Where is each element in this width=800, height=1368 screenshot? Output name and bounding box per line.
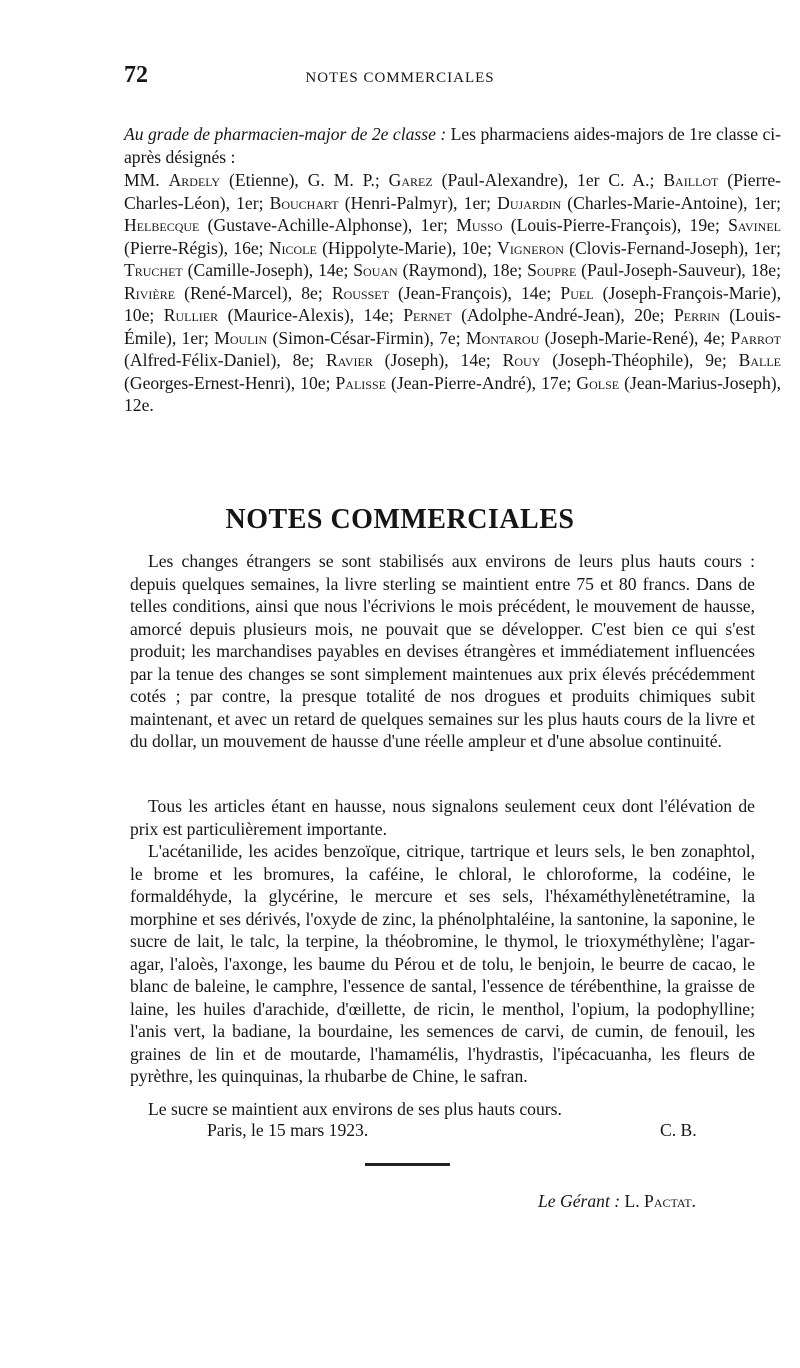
intro-text: Les pharmaciens aides-majors de 1re classe ci-après désignés :: [124, 124, 781, 167]
nominee-name: Puel: [560, 282, 594, 303]
nominee-detail: (Pierre-Régis), 16e;: [124, 237, 269, 258]
nominee-detail: (Pierre-Charles-Léon), 1er;: [124, 170, 781, 213]
section-title: NOTES COMMERCIALES: [225, 503, 575, 535]
dateline: Paris, le 15 mars 1923.: [207, 1120, 369, 1140]
nominee-name: Rivière: [124, 282, 176, 303]
nominee-name: Perrin: [673, 305, 720, 325]
nominations-list: [124, 169, 781, 417]
nominee-detail: (Louis-Émile), 1er;: [124, 305, 781, 348]
paragraph: Les changes étrangers se sont stabilisés aux environs de leurs plus hauts cours : depuis quelques semaines, la livre sterling se maintient entre 75 et 80 francs. Dans de telles conditions, ainsi que nous l'écrivions le mois précédent, le mouvement de hausse, amorcé depuis plusieurs mois, ne pouvait que se développer. C'est bien ce qui s'est produit; les marchandises payables en devises étrangères et immédiatement influencées par la tenue des changes se sont simplement maintenues aux prix élevés précédemment cotés ; par contre, la presque totalité de nos drogues et produits chimiques subit maintenant, et avec un retard de quelques semaines sur les plus hauts cours de la livre et du dollar, un mouvement de hausse d'une réelle ampleur et d'une absolue continuité.: [130, 551, 755, 751]
nominee-name: Rousset: [331, 282, 389, 303]
nominee-detail: (Joseph-Théophile), 9e;: [540, 350, 739, 370]
nominee-detail: (Hippolyte-Marie), 10e;: [316, 237, 498, 258]
nominee-detail: (Paul-Alexandre), 1er C. A.;: [432, 170, 664, 190]
nominee-name: Souan: [353, 260, 398, 280]
nominee-detail: (Paul-Joseph-Sauveur), 18e;: [576, 260, 781, 280]
nominee-detail: (Simon-César-Firmin), 7e;: [267, 327, 466, 348]
nominee-detail: (Maurice-Alexis), 14e;: [218, 305, 404, 325]
nominee-name: Dujardin: [497, 192, 562, 213]
nominee-name: Golse: [576, 372, 620, 393]
nominee-name: Soupre: [527, 260, 577, 280]
nominee-name: Montarou: [465, 327, 540, 348]
nominee-detail: (René-Marcel), 8e;: [175, 282, 332, 303]
nominee-name: Helbecque: [124, 215, 200, 235]
nominee-detail: (Louis-Pierre-François), 19e;: [502, 215, 729, 235]
nominee-detail: (Charles-Marie-Antoine), 1er;: [561, 192, 781, 213]
nominee-detail: (Jean-Pierre-André), 17e;: [385, 372, 577, 393]
manager-name: L. Pactat.: [624, 1191, 696, 1211]
list-prefix: MM.: [124, 170, 169, 190]
nominee-name: Ravier: [325, 350, 373, 370]
nominee-detail: (Clovis-Fernand-Joseph), 1er;: [563, 237, 781, 258]
running-head: NOTES COMMERCIALES: [305, 70, 495, 86]
nominee-detail: (Joseph-Marie-René), 4e;: [539, 327, 731, 348]
nominee-name: Nicole: [268, 237, 317, 258]
nominations-intro: [124, 123, 781, 168]
nominee-name: Bouchart: [269, 192, 339, 213]
nominee-detail: (Gustave-Achille-Alphonse), 1er;: [199, 215, 457, 235]
nominee-detail: (Raymond), 18e;: [397, 260, 528, 280]
nominee-detail: (Georges-Ernest-Henri), 10e;: [124, 372, 336, 393]
signature: C. B.: [660, 1120, 697, 1140]
nominee-name: Baillot: [663, 170, 719, 190]
rank-heading: Au grade de pharmacien-major de 2e classe :: [124, 124, 447, 144]
paragraph: L'acétanilide, les acides benzoïque, citrique, tartrique et leurs sels, le ben zonaphtol, le brome et les bromures, la caféine, le chloral, le chloroforme, la codéine, le formaldéhyde, la glycérine, le mercure et ses sels, l'héxaméthylènetétramine, la morphine et ses dérivés, l'oxyde de zinc, la phénolphtaléine, la santonine, la saponine, le sucre de lait, le talc, la terpine, la théobromine, le thymol, le trioxyméthylène; l'agar-agar, l'aloès, l'axonge, les baume du Pérou et de tolu, le benjoin, le beurre de cacao, le blanc de baleine, le camphre, l'essence de santal, l'essence de térébenthine, la graisse de laine, les huiles d'arachide, d'œillette, de ricin, le menthol, l'opium, la podophylline; l'anis vert, la badiane, la bourdaine, les semences de carvi, de cumin, de fenouil, les graines de lin et de moutarde, l'hamamélis, l'hydrastis, l'ipécacuanha, les fleurs de pyrèthre, les quinquinas, la rhubarbe de Chine, le safran.: [130, 841, 755, 1086]
paragraph: Tous les articles étant en hausse, nous signalons seulement ceux dont l'élévation de prix est particulièrement importante.: [130, 796, 755, 839]
nominee-detail: (Adolphe-André-Jean), 20e;: [451, 305, 674, 325]
nominee-name: Palisse: [335, 372, 386, 393]
nominee-name: Savinel: [728, 215, 781, 235]
nominee-name: Rouy: [502, 350, 541, 370]
nominee-name: Musso: [456, 215, 503, 235]
nominee-name: Vigneron: [497, 237, 564, 258]
nominee-name: Balle: [738, 350, 781, 370]
nominee-detail: (Jean-François), 14e;: [388, 282, 561, 303]
nominee-name: Ardely: [168, 170, 221, 190]
nominee-detail: (Etienne), G. M. P.;: [220, 170, 389, 190]
divider-rule: [365, 1163, 450, 1166]
manager-label: Le Gérant :: [538, 1191, 621, 1211]
nominee-detail: (Joseph), 14e;: [372, 350, 503, 370]
nominee-name: Moulin: [214, 327, 268, 348]
nominee-detail: (Henri-Palmyr), 1er;: [338, 192, 498, 213]
nominee-name: Rullier: [163, 305, 219, 325]
nominee-detail: (Alfred-Félix-Daniel), 8e;: [124, 350, 326, 370]
nominee-detail: (Joseph-François-Marie), 10e;: [124, 282, 781, 325]
nominee-name: Pernet: [403, 305, 452, 325]
page-number: 72: [124, 62, 148, 88]
nominee-detail: (Camille-Joseph), 14e;: [182, 260, 354, 280]
nominee-name: Truchet: [124, 260, 183, 280]
nominee-name: Parrot: [730, 327, 781, 348]
manager-line: [538, 1191, 696, 1212]
paragraph: Le sucre se maintient aux environs de ses plus hauts cours.: [148, 1099, 562, 1119]
nominee-detail: (Jean-Marius-Joseph), 12e.: [124, 372, 782, 415]
nominee-name: Garez: [388, 170, 433, 190]
